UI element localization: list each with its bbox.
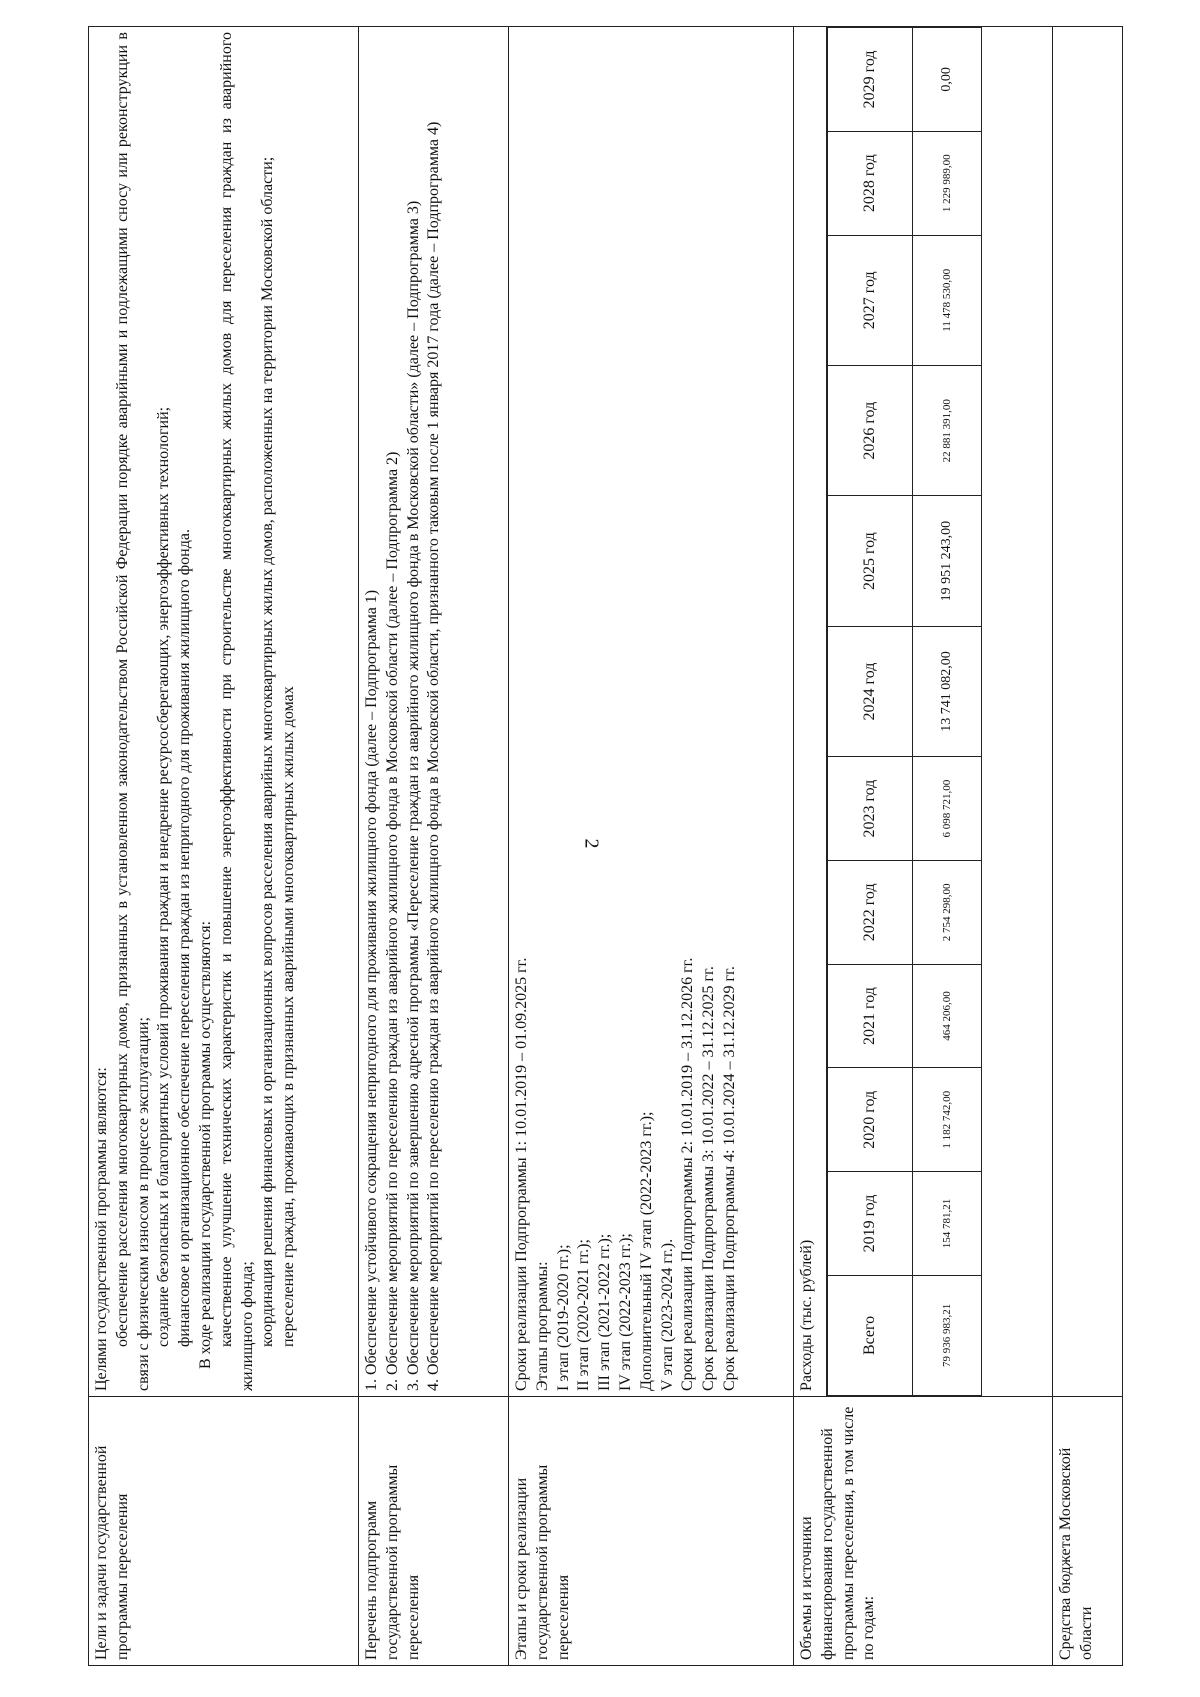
row-finance-source bbox=[1053, 27, 1123, 1666]
finance-title: Расходы (тыс. рублей) bbox=[794, 27, 827, 1397]
stage-line: Срок реализации Подпрограммы 4: 10.01.2024 – 31.12.2029 гг. bbox=[720, 966, 738, 1391]
stage-line: I этап (2019-2020 гг.); bbox=[554, 1244, 572, 1391]
finance-header-cell: 2027 год bbox=[828, 235, 913, 365]
stage-line: Срок реализации Подпрограммы 3: 10.01.2022 – 31.12.2025 гг. bbox=[700, 966, 718, 1391]
stage-line: III этап (2021-2022 гг.); bbox=[596, 1233, 614, 1391]
passport-table bbox=[88, 26, 1123, 1666]
finance-value-cell: 6 098 721,00 bbox=[913, 757, 982, 861]
finance-header-cell: 2019 год bbox=[828, 1172, 913, 1276]
row-subprograms bbox=[359, 27, 509, 1666]
finance-value-cell: 154 781,21 bbox=[913, 1172, 982, 1276]
finance-label: Объемы и источники финансирования государственной программы переселения, в том числе по годам: bbox=[794, 1397, 1053, 1666]
stages-label: Этапы и сроки реализации государственной программы переселения bbox=[509, 1397, 794, 1666]
stage-line: II этап (2020-2021 гг.); bbox=[575, 1239, 593, 1391]
finance-value-cell: 13 741 082,00 bbox=[913, 626, 982, 756]
stage-line: Дополнительный IV этап (2022-2023 гг.); bbox=[637, 1111, 655, 1391]
finance-value-cell: 464 206,00 bbox=[913, 964, 982, 1068]
finance-value-cell: 2 754 298,00 bbox=[913, 860, 982, 964]
rotated-page bbox=[88, 26, 1123, 1666]
finance-value-cell: 0,00 bbox=[913, 28, 982, 132]
goals-line: координация решения финансовых и организационных вопросов расселения аварийных многоквартирных жилых домов, расположенных на территории Московской области; bbox=[259, 156, 277, 1347]
goals-line: создание безопасных и благоприятных условий проживания граждан и внедрение ресурсосберегающих, энергоэффективных технологий; bbox=[155, 406, 173, 1347]
finance-cell bbox=[827, 27, 1053, 1397]
goals-line: качественное улучшение технических характеристик и повышение энергоэффективности при строительстве многоквартирных жилых домов для переселения граждан из аварийного жилищного фонда; bbox=[217, 32, 256, 1391]
finance-header-cell: 2024 год bbox=[828, 626, 913, 756]
finance-header-cell: 2020 год bbox=[828, 1068, 913, 1172]
goals-line: переселение граждан, проживающих в признанных аварийными многоквартирных жилых домах bbox=[280, 686, 298, 1347]
finance-value-cell: 1 229 989,00 bbox=[913, 131, 982, 235]
stage-line: Этапы программы: bbox=[533, 1261, 551, 1391]
page-number: 2 bbox=[580, 838, 603, 849]
stage-line: Сроки реализации Подпрограммы 2: 10.01.2019 – 31.12.2026 гг. bbox=[679, 957, 697, 1391]
finance-value-cell: 1 182 742,00 bbox=[913, 1068, 982, 1172]
row-stages bbox=[509, 27, 794, 1666]
goals-line: В ходе реализации государственной программы осуществляются: bbox=[196, 920, 214, 1369]
row-finance-header bbox=[794, 27, 827, 1666]
row-goals bbox=[89, 27, 359, 1666]
goals-line: финансовое и организационное обеспечение переселения граждан из непригодного для проживания жилищного фонда. bbox=[176, 529, 194, 1347]
goals-line: Целями государственной программы являются: bbox=[93, 1067, 110, 1391]
subprogram-item: 4. Обеспечение мероприятий по переселению граждан из аварийного жилищного фонда в Московской области, признанного таковым после 1 января 2017 года (далее – Подпрограмма 4) bbox=[425, 121, 443, 1391]
finance-header-cell: 2029 год bbox=[828, 28, 913, 132]
stage-line: V этап (2023-2024 гг.). bbox=[658, 1238, 676, 1391]
finance-header-cell: 2021 год bbox=[828, 964, 913, 1068]
finance-value-cell: 22 881 391,00 bbox=[913, 365, 982, 495]
stage-line: Сроки реализации Подпрограммы 1: 10.01.2019 – 01.09.2025 гг. bbox=[513, 957, 530, 1391]
goals-label: Цели и задачи государственной программы переселения bbox=[89, 1397, 359, 1666]
goals-content bbox=[89, 27, 359, 1397]
finance-header-cell: 2022 год bbox=[828, 860, 913, 964]
subprogram-item: 3. Обеспечение мероприятий по завершению адресной программы «Переселение граждан из аварийного жилищного фонда в Московской области» (далее – Подпрограмма 3) bbox=[404, 200, 422, 1391]
finance-header-cell: Всего bbox=[828, 1275, 913, 1395]
finance-value-cell: 19 951 243,00 bbox=[913, 496, 982, 626]
finance-value-row bbox=[913, 28, 982, 1396]
subprograms-label: Перечень подпрограмм государственной программы переселения bbox=[359, 1397, 509, 1666]
subprogram-item: 2. Обеспечение мероприятий по переселению граждан из аварийного жилищного фонда в Московской области (далее – Подпрограмма 2) bbox=[383, 451, 401, 1391]
finance-header-cell: 2028 год bbox=[828, 131, 913, 235]
finance-header-row bbox=[828, 28, 913, 1396]
finance-source-spacer bbox=[1053, 27, 1123, 1397]
subprograms-content bbox=[359, 27, 509, 1397]
goals-line: обеспечение расселения многоквартирных домов, признанных в установленном законодательством Российской Федерации порядке аварийными и подлежащими сносу или реконструкции в связи с физическим износом в процессе эксплуатации; bbox=[113, 32, 152, 1391]
finance-header-cell: 2023 год bbox=[828, 757, 913, 861]
subprogram-item: 1. Обеспечение устойчивого сокращения непригодного для проживания жилищного фонда (далее – Подпрограмма 1) bbox=[363, 589, 380, 1391]
finance-header-cell: 2025 год bbox=[828, 496, 913, 626]
stage-line: IV этап (2022-2023 гг.); bbox=[616, 1233, 634, 1391]
finance-table bbox=[827, 27, 982, 1396]
finance-value-cell: 79 936 983,21 bbox=[913, 1275, 982, 1395]
finance-header-cell: 2026 год bbox=[828, 365, 913, 495]
finance-source-label: Средства бюджета Московской области bbox=[1053, 1397, 1123, 1666]
stages-content bbox=[509, 27, 794, 1397]
finance-value-cell: 11 478 530,00 bbox=[913, 235, 982, 365]
